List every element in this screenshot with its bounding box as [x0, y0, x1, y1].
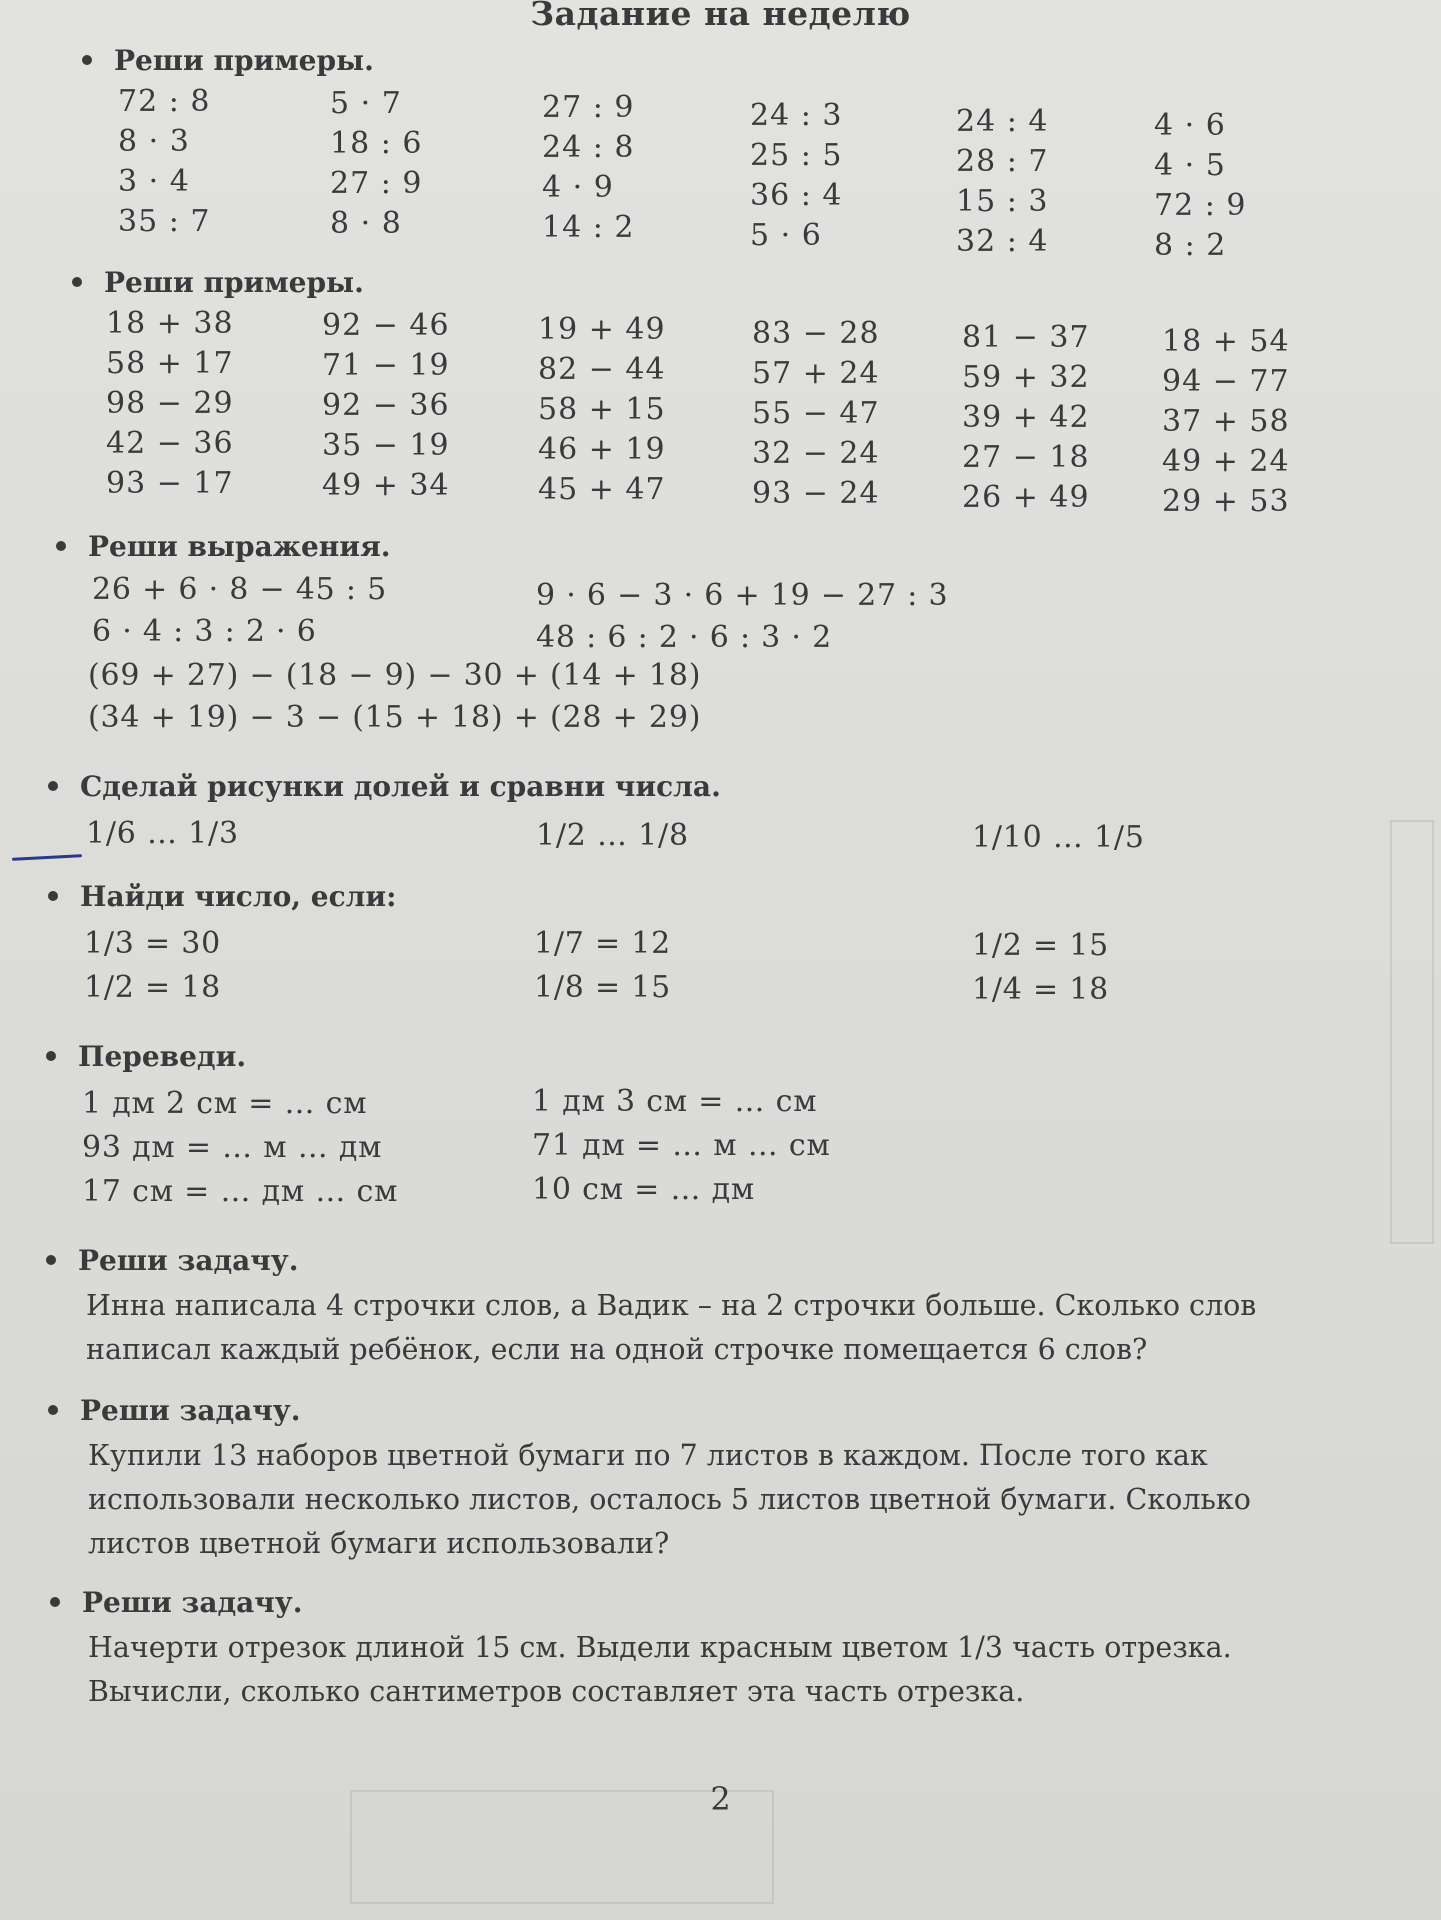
unit-conversion: 17 см = … дм … см [82, 1174, 399, 1209]
exercise: 18 : 6 [330, 126, 423, 161]
exercise: 18 + 54 [1162, 324, 1290, 359]
exercise: 4 · 6 [1154, 108, 1226, 143]
fraction-comparison: 1/10 … 1/5 [972, 820, 1145, 855]
fraction-comparison: 1/6 … 1/3 [86, 816, 239, 851]
exercise-column [106, 304, 234, 504]
exercise: 32 − 24 [752, 436, 880, 471]
heading-text: Переведи. [78, 1040, 247, 1073]
exercise: 92 − 46 [322, 308, 450, 343]
heading-text: Сделай рисунки долей и сравни числа. [80, 770, 721, 803]
problem-line: Инна написала 4 строчки слов, а Вадик – на 2 строчки больше. Сколько слов [86, 1289, 1257, 1322]
exercise: 39 + 42 [962, 400, 1090, 435]
exercise: 82 − 44 [538, 352, 666, 387]
exercise: 24 : 4 [956, 104, 1049, 139]
page-number: 2 [710, 1780, 731, 1818]
exercise-column [752, 314, 880, 514]
section-heading [82, 44, 374, 77]
exercise: 58 + 17 [106, 346, 234, 381]
exercise: 72 : 9 [1154, 188, 1247, 223]
bleed-through-box [1390, 820, 1434, 1244]
section-heading [72, 266, 364, 299]
exercise: 94 − 77 [1162, 364, 1290, 399]
expression: (34 + 19) − 3 − (15 + 18) + (28 + 29) [88, 700, 702, 735]
exercise: 27 − 18 [962, 440, 1090, 475]
section-heading [46, 1244, 298, 1277]
exercise: 24 : 3 [750, 98, 843, 133]
exercise: 45 + 47 [538, 472, 666, 507]
exercise: 8 · 8 [330, 206, 402, 241]
bullet-icon [48, 1405, 58, 1415]
exercise: 8 : 2 [1154, 228, 1227, 263]
heading-text: Реши задачу. [78, 1244, 299, 1277]
bullet-icon [48, 891, 58, 901]
exercise-column [962, 318, 1090, 518]
fraction-equation: 1/3 = 30 [84, 926, 222, 961]
expression: 9 · 6 − 3 · 6 + 19 − 27 : 3 [536, 578, 949, 613]
exercise: 8 · 3 [118, 124, 190, 159]
bullet-icon [50, 1597, 60, 1607]
unit-conversion: 1 дм 2 см = … см [82, 1086, 368, 1121]
fraction-equation: 1/2 = 18 [84, 970, 222, 1005]
heading-text: Найди число, если: [80, 880, 397, 913]
expression: (69 + 27) − (18 − 9) − 30 + (14 + 18) [88, 658, 702, 693]
section-heading [48, 770, 721, 803]
problem-line: листов цветной бумаги использовали? [88, 1527, 670, 1560]
exercise-column [956, 102, 1048, 262]
word-problem [88, 1626, 1398, 1714]
heading-text: Реши примеры. [114, 44, 374, 77]
section-heading [48, 880, 396, 913]
exercise: 29 + 53 [1162, 484, 1290, 519]
problem-line: Купили 13 наборов цветной бумаги по 7 листов в каждом. После того как [88, 1439, 1208, 1472]
exercise: 81 − 37 [962, 320, 1090, 355]
exercise-column [330, 84, 422, 244]
exercise: 59 + 32 [962, 360, 1090, 395]
bullet-icon [48, 781, 58, 791]
fraction-equation: 1/2 = 15 [972, 928, 1110, 963]
section-heading [50, 1586, 302, 1619]
exercise: 37 + 58 [1162, 404, 1290, 439]
problem-line: использовали несколько листов, осталось 5 листов цветной бумаги. Сколько [88, 1483, 1251, 1516]
exercise: 27 : 9 [330, 166, 423, 201]
section-heading [46, 1040, 246, 1073]
exercise-column [322, 306, 450, 506]
exercise: 35 − 19 [322, 428, 450, 463]
exercise: 24 : 8 [542, 130, 635, 165]
section-heading [56, 530, 391, 563]
exercise: 14 : 2 [542, 210, 635, 245]
exercise: 72 : 8 [118, 84, 211, 119]
heading-text: Реши выражения. [88, 530, 391, 563]
exercise: 28 : 7 [956, 144, 1049, 179]
bullet-icon [56, 541, 66, 551]
exercise-column [1154, 106, 1246, 266]
exercise: 35 : 7 [118, 204, 211, 239]
exercise: 36 : 4 [750, 178, 843, 213]
exercise: 93 − 24 [752, 476, 880, 511]
word-problem [86, 1284, 1396, 1372]
unit-conversion: 93 дм = … м … дм [82, 1130, 383, 1165]
bullet-icon [82, 55, 92, 65]
exercise: 42 − 36 [106, 426, 234, 461]
fraction-equation: 1/8 = 15 [534, 970, 672, 1005]
exercise: 49 + 34 [322, 468, 450, 503]
exercise: 71 − 19 [322, 348, 450, 383]
exercise: 5 · 6 [750, 218, 822, 253]
heading-text: Реши задачу. [80, 1394, 301, 1427]
bullet-icon [72, 277, 82, 287]
section-heading [48, 1394, 300, 1427]
expression: 26 + 6 · 8 − 45 : 5 [92, 572, 388, 607]
unit-conversion: 1 дм 3 см = … см [532, 1084, 818, 1119]
exercise-column [118, 82, 210, 242]
problem-line: Начерти отрезок длиной 15 см. Выдели красным цветом 1/3 часть отрезка. [88, 1631, 1232, 1664]
exercise: 27 : 9 [542, 90, 635, 125]
exercise: 49 + 24 [1162, 444, 1290, 479]
bullet-icon [46, 1255, 56, 1265]
exercise: 19 + 49 [538, 312, 666, 347]
bullet-icon [46, 1051, 56, 1061]
problem-line: написал каждый ребёнок, если на одной строчке помещается 6 слов? [86, 1333, 1148, 1366]
pen-mark [12, 854, 82, 861]
heading-text: Реши примеры. [104, 266, 364, 299]
exercise: 25 : 5 [750, 138, 843, 173]
exercise: 46 + 19 [538, 432, 666, 467]
exercise: 4 · 9 [542, 170, 614, 205]
exercise: 57 + 24 [752, 356, 880, 391]
exercise: 4 · 5 [1154, 148, 1226, 183]
exercise-column [1162, 322, 1290, 522]
exercise-column [542, 88, 634, 248]
exercise: 55 − 47 [752, 396, 880, 431]
exercise-column [538, 310, 666, 510]
exercise: 93 − 17 [106, 466, 234, 501]
fraction-equation: 1/4 = 18 [972, 972, 1110, 1007]
page-title: Задание на неделю [530, 0, 911, 33]
unit-conversion: 10 см = … дм [532, 1172, 755, 1207]
exercise: 98 − 29 [106, 386, 234, 421]
exercise: 83 − 28 [752, 316, 880, 351]
exercise: 3 · 4 [118, 164, 190, 199]
expression: 48 : 6 : 2 · 6 : 3 · 2 [536, 620, 832, 655]
fraction-equation: 1/7 = 12 [534, 926, 672, 961]
problem-line: Вычисли, сколько сантиметров составляет эта часть отрезка. [88, 1675, 1025, 1708]
exercise: 26 + 49 [962, 480, 1090, 515]
exercise: 58 + 15 [538, 392, 666, 427]
exercise: 92 − 36 [322, 388, 450, 423]
exercise: 5 · 7 [330, 86, 402, 121]
expression: 6 · 4 : 3 : 2 · 6 [92, 614, 317, 649]
heading-text: Реши задачу. [82, 1586, 303, 1619]
fraction-comparison: 1/2 … 1/8 [536, 818, 689, 853]
exercise: 18 + 38 [106, 306, 234, 341]
word-problem [88, 1434, 1398, 1566]
exercise-column [750, 96, 842, 256]
exercise: 15 : 3 [956, 184, 1049, 219]
exercise: 32 : 4 [956, 224, 1049, 259]
unit-conversion: 71 дм = … м … см [532, 1128, 831, 1163]
